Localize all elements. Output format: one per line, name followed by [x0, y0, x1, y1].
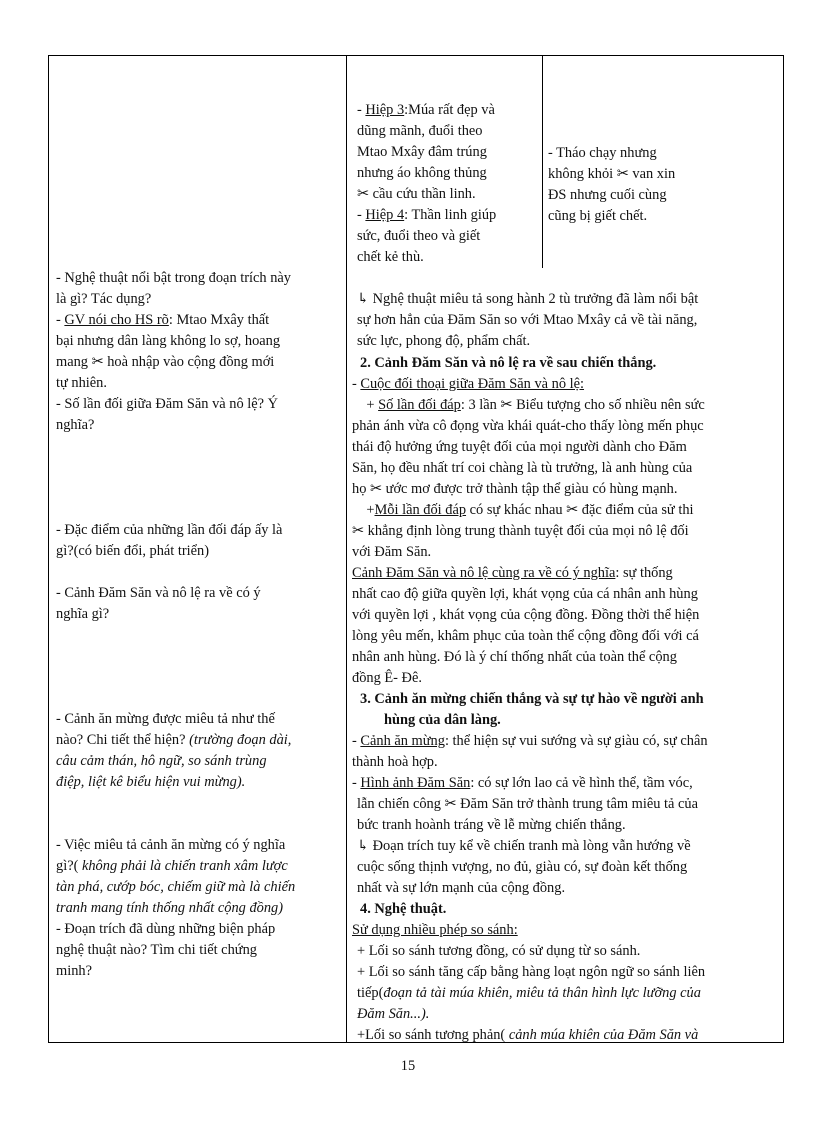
mtao-text-line: không khỏi ✂ van xin	[548, 166, 676, 182]
answer-line	[357, 983, 701, 1004]
question-line: là gì? Tác dụng?	[56, 291, 152, 307]
hiep4-text-line: chết kẻ thù.	[357, 249, 424, 265]
hiep3-text-line: ✂ cầu cứu thần linh.	[357, 186, 476, 202]
question-line: nghĩa gì?	[56, 606, 110, 622]
question-text: gì?(	[56, 858, 79, 874]
question-line: - Số lần đối giữa Đăm Săn và nô lệ? Ý	[56, 396, 279, 412]
answer-line: + Lối so sánh tăng cấp bằng hàng loạt ngôn ngữ so sánh liên	[357, 964, 706, 980]
hiep3-line: - Hiệp 3:Múa rất đẹp và	[357, 102, 495, 118]
hiep3-text-line: nhưng áo không thủng	[357, 165, 487, 181]
question-line: tự nhiên.	[56, 375, 107, 391]
answer-line: - Hình ảnh Đăm Săn: có sự lớn lao cả về hình thể, tầm vóc,	[352, 775, 693, 791]
hiep4-line: - Hiệp 4: Thần linh giúp	[357, 207, 497, 223]
answer-line: nhân anh hùng. Đó là ý chí thống nhất của toàn thể cộng	[352, 649, 677, 665]
mtao-text-line: cũng bị giết chết.	[548, 208, 648, 224]
question-line: - Nghệ thuật nổi bật trong đoạn trích này	[56, 270, 291, 286]
hiep3-label: Hiệp 3	[365, 102, 405, 118]
section-heading: 3. Cảnh ăn mừng chiến thắng và sự tự hào về người anh	[360, 691, 704, 707]
answer-text: : có sự lớn lao cả về hình thể, tầm vóc,	[470, 775, 693, 791]
answer-line	[357, 1025, 698, 1046]
answer-text: tiếp(	[357, 985, 384, 1001]
answer-label: Cảnh Đăm Săn và nô lệ cùng ra về có ý nghĩa	[352, 565, 616, 581]
hiep4-text: : Thần linh giúp	[404, 207, 497, 223]
answer-line	[352, 920, 518, 941]
question-line: - GV nói cho HS rõ: Mtao Mxây thất	[56, 312, 270, 328]
answer-italic: cảnh múa khiên của Đăm Săn và	[505, 1027, 699, 1043]
column-divider	[346, 56, 347, 1042]
mtao-text-line: - Tháo chạy nhưng	[548, 145, 657, 161]
answer-line: - Cuộc đối thoại giữa Đăm Săn và nô lệ:	[352, 376, 585, 392]
question-line: điệp, liệt kê biểu hiện vui mừng).	[56, 774, 246, 790]
question-line: nghệ thuật nào? Tìm chi tiết chứng	[56, 942, 257, 958]
answer-line: thành hoà hợp.	[352, 754, 438, 770]
question-line: - Cảnh Đăm Săn và nô lệ ra về có ý	[56, 585, 261, 601]
question-line	[56, 856, 288, 877]
answer-line: phản ánh vừa cô đọng vừa khái quát-cho thấy lòng mến phục	[352, 418, 704, 434]
answer-label: Sử dụng nhiều phép so sánh:	[352, 922, 518, 938]
answer-line: lẫn chiến công ✂ Đăm Săn trở thành trung tâm miêu tả của	[357, 796, 698, 812]
question-line: nghĩa?	[56, 417, 95, 433]
answer-line: họ ✂ ước mơ được trở thành tập thể giàu có hùng mạnh.	[352, 481, 678, 497]
answer-line: lòng yêu mến, khâm phục của toàn thể cộng đồng đối với cá	[352, 628, 699, 644]
answer-label: Cảnh ăn mừng	[360, 733, 445, 749]
answer-line: với quyền lợi , khát vọng của cộng đồng. Đồng thời thể hiện	[352, 607, 700, 623]
question-line: mang ✂ hoà nhập vào cộng đồng mới	[56, 354, 275, 370]
answer-line: với Đăm Săn.	[352, 544, 432, 560]
answer-line: +Mỗi lần đối đáp có sự khác nhau ✂ đặc điểm của sử thi	[352, 502, 694, 518]
mtao-text-line: ĐS nhưng cuối cùng	[548, 187, 667, 203]
question-line: câu cảm thán, hô ngữ, so sánh trùng	[56, 753, 267, 769]
section-heading: 2. Cảnh Đăm Săn và nô lệ ra về sau chiến thắng.	[360, 355, 657, 371]
question-line: - Đoạn trích đã dùng những biện pháp	[56, 921, 276, 937]
answer-text: có sự khác nhau ✂ đặc điểm của sử thi	[466, 502, 694, 518]
answer-line: sức lực, phong độ, phẩm chất.	[357, 333, 531, 349]
page-number: 15	[400, 1058, 416, 1074]
answer-label: Số lần đối đáp	[378, 397, 461, 413]
question-line: tranh mang tính thống nhất cộng đồng)	[56, 900, 284, 916]
answer-line: bức tranh hoành tráng về lễ mừng chiến thắng.	[357, 817, 626, 833]
answer-text: : 3 lần ✂ Biểu tượng cho số nhiều nên sức	[460, 397, 705, 413]
hiep3-text-line: dũng mãnh, đuổi theo	[357, 123, 483, 139]
answer-line: sự hơn hẳn của Đăm Săn so với Mtao Mxây cả về tài năng,	[357, 312, 698, 328]
answer-line: nhất cao độ giữa quyền lợi, khát vọng của cá nhân anh hùng	[352, 586, 698, 602]
answer-text: : sự thống	[615, 565, 673, 581]
answer-line: + Số lần đối đáp: 3 lần ✂ Biểu tượng cho số nhiều nên sức	[352, 397, 705, 413]
answer-line: ↳ Nghệ thuật miêu tả song hành 2 tù trưởng đã làm nổi bật	[357, 291, 699, 307]
section-heading: 4. Nghệ thuật.	[360, 901, 447, 917]
answer-line: nhất và sự lớn mạnh của cộng đồng.	[357, 880, 566, 896]
hiep3-text-line: Mtao Mxây đâm trúng	[357, 144, 487, 160]
hiep4-text-line: sức, đuổi theo và giết	[357, 228, 481, 244]
answer-line: cuộc sống thịnh vượng, no đủ, giàu có, sự đoàn kết thống	[357, 859, 688, 875]
answer-line: ✂ khẳng định lòng trung thành tuyệt đối của mọi nô lệ đối	[352, 523, 689, 539]
answer-line: thái độ hưởng ứng tuyệt đối của mọi người dành cho Đăm	[352, 439, 687, 455]
question-line: tàn phá, cướp bóc, chiếm giữ mà là chiến	[56, 879, 296, 895]
answer-text: : thể hiện sự vui sướng và sự giàu có, sự chân	[444, 733, 708, 749]
answer-line: Săn, họ đều nhất trí coi chàng là tù trưởng, là anh hùng của	[352, 460, 693, 476]
inner-column-divider	[542, 56, 543, 268]
answer-line	[352, 563, 673, 584]
answer-line: đồng Ê- Đê.	[352, 670, 422, 686]
answer-text: +Lối so sánh tương phản(	[357, 1027, 506, 1043]
answer-line: + Lối so sánh tương đồng, có sử dụng từ so sánh.	[357, 943, 641, 959]
answer-subheading: Cuộc đối thoại giữa Đăm Săn và nô lệ:	[360, 376, 585, 392]
question-line: - Việc miêu tả cảnh ăn mừng có ý nghĩa	[56, 837, 286, 853]
question-line	[56, 730, 291, 751]
hiep3-text: :Múa rất đẹp và	[404, 102, 495, 118]
question-italic: không phải là chiến tranh xâm lược	[78, 858, 288, 874]
question-line: minh?	[56, 963, 92, 979]
answer-label: Mỗi lần đối đáp	[374, 502, 467, 518]
teacher-note-label: GV nói cho HS rõ	[64, 312, 169, 328]
question-line: gì?(có biến đổi, phát triển)	[56, 543, 210, 559]
hiep4-label: Hiệp 4	[365, 207, 405, 223]
question-text: nào? Chi tiết thể hiện?	[56, 732, 186, 748]
question-italic: (trường đoạn dài,	[189, 732, 292, 748]
answer-line: ↳ Đoạn trích tuy kể về chiến tranh mà lòng vẫn hướng về	[357, 838, 691, 854]
question-line: - Cảnh ăn mừng được miêu tả như thế	[56, 711, 275, 727]
answer-line: - Cảnh ăn mừng: thể hiện sự vui sướng và sự giàu có, sự chân	[352, 733, 708, 749]
answer-italic: đoạn tả tài múa khiên, miêu tả thân hình lực lưỡng của	[383, 985, 701, 1001]
question-line: bại nhưng dân làng không lo sợ, hoang	[56, 333, 281, 349]
teacher-note-text: : Mtao Mxây thất	[168, 312, 270, 328]
answer-label: Hình ảnh Đăm Săn	[360, 775, 471, 791]
answer-line: Đăm Săn...).	[357, 1006, 430, 1022]
section-heading: hùng của dân làng.	[384, 712, 501, 728]
question-line: - Đặc điểm của những lần đối đáp ấy là	[56, 522, 283, 538]
